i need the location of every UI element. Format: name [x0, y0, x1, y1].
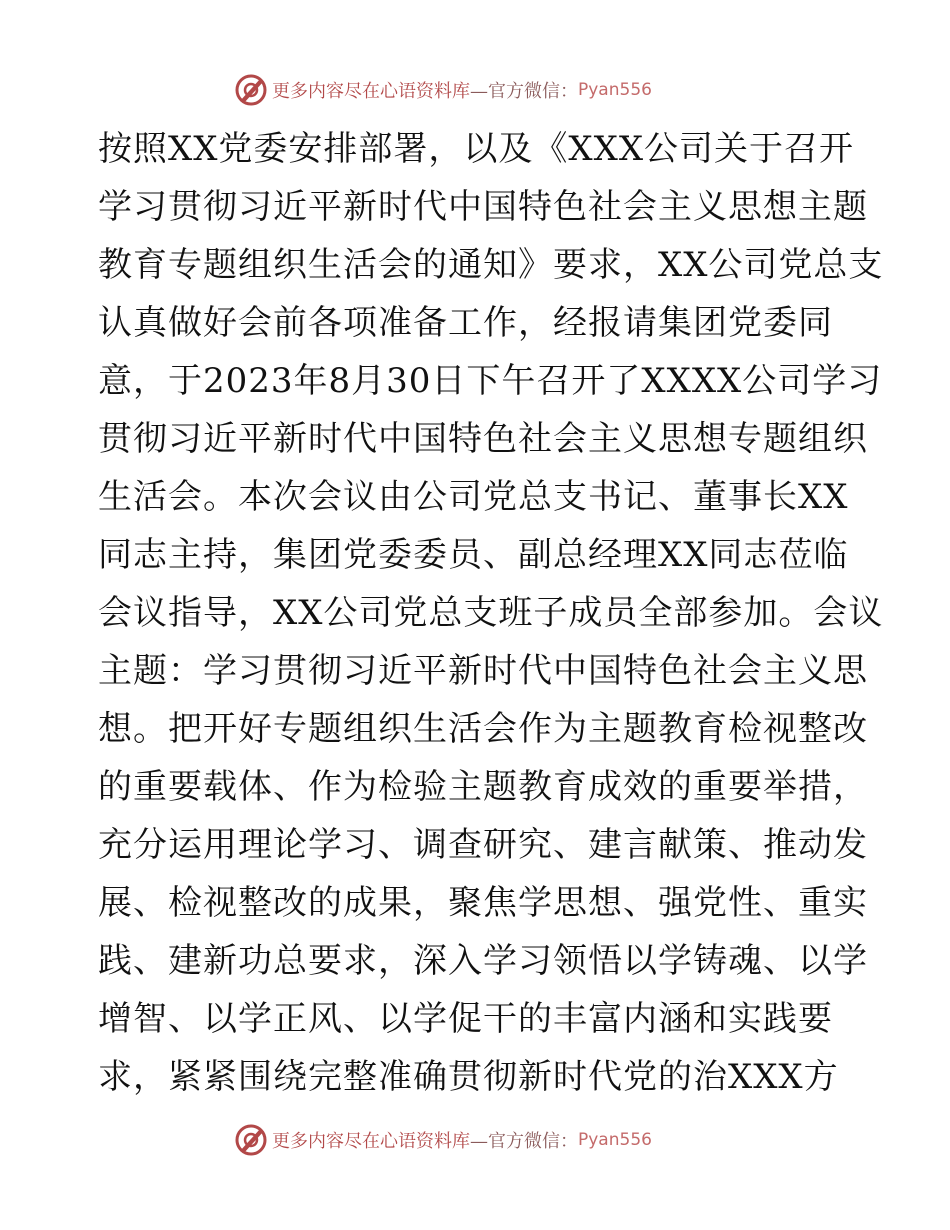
body-line: 意，于2023年8月30日下午召开了XXXX公司学习: [98, 361, 883, 401]
watermark-official: —官方微信：: [470, 81, 578, 102]
body-line: 学习贯彻习近平新时代中国特色社会主义思想主题: [98, 187, 868, 227]
watermark-account: Pyan556: [578, 80, 652, 100]
watermark-brand: 更多内容尽在心语资料库: [272, 81, 470, 102]
body-line: 求，紧紧围绕完整准确贯彻新时代党的治XXX方: [98, 1057, 839, 1097]
body-line: 同志主持，集团党委委员、副总经理XX同志莅临: [98, 535, 849, 575]
body-line: 会议指导，XX公司党总支班子成员全部参加。会议: [98, 593, 884, 633]
body-line: 践、建新功总要求，深入学习领悟以学铸魂、以学: [98, 941, 868, 981]
logo-icon: [234, 73, 268, 107]
header-watermark: [234, 72, 652, 108]
body-line: 生活会。本次会议由公司党总支书记、董事长XX: [98, 477, 849, 517]
body-line: 贯彻习近平新时代中国特色社会主义思想专题组织: [98, 419, 868, 459]
body-line: 充分运用理论学习、调查研究、建言献策、推动发: [98, 825, 868, 865]
body-line: 主题：学习贯彻习近平新时代中国特色社会主义思: [98, 651, 868, 691]
body-line: 教育专题组织生活会的通知》要求，XX公司党总支: [98, 245, 884, 285]
body-line: 按照XX党委安排部署，以及《XXX公司关于召开: [98, 129, 855, 169]
logo-icon: [234, 1123, 268, 1157]
body-line: 认真做好会前各项准备工作，经报请集团党委同: [98, 303, 833, 343]
footer-watermark: [234, 1122, 652, 1158]
watermark-account: Pyan556: [578, 1130, 652, 1150]
body-line: 增智、以学正风、以学促干的丰富内涵和实践要: [98, 999, 833, 1039]
document-body: [98, 120, 884, 1106]
watermark-brand: 更多内容尽在心语资料库: [272, 1131, 470, 1152]
body-line: 想。把开好专题组织生活会作为主题教育检视整改: [98, 709, 868, 749]
body-line: 的重要载体、作为检验主题教育成效的重要举措，: [98, 767, 868, 807]
watermark-official: —官方微信：: [470, 1131, 578, 1152]
body-line: 展、检视整改的成果，聚焦学思想、强党性、重实: [98, 883, 868, 923]
